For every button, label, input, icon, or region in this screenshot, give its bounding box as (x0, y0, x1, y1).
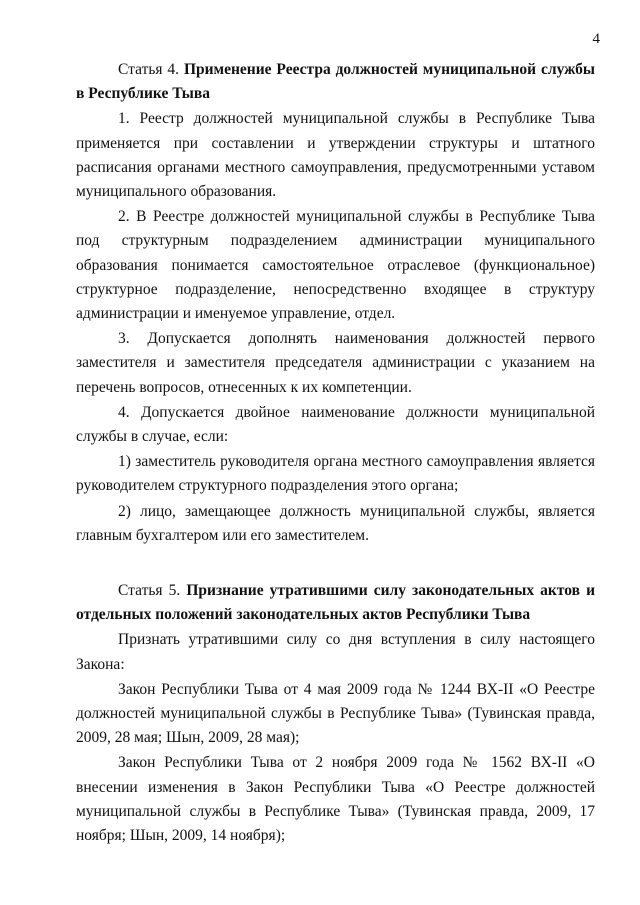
article-4-heading (76, 58, 595, 106)
article-4-paragraph: 2) лицо, замещающее должность муниципальной службы, является главным бухгалтером или его заместителем. (76, 502, 595, 544)
article-4 (76, 58, 595, 548)
article-4-label: Статья 4. (118, 61, 180, 78)
article-4-paragraph: 1) заместитель руководителя органа местного самоуправления является руководителем структурного подразделения этого органа; (76, 453, 595, 495)
article-5-heading (76, 579, 595, 627)
article-5-paragraph: Признать утратившими силу со дня вступления в силу настоящего Закона: (76, 631, 595, 673)
section-spacer (76, 548, 595, 579)
article-4-paragraph: 4. Допускается двойное наименование должности муниципальной службы в случае, если: (76, 403, 595, 446)
document-body (76, 58, 595, 848)
article-4-paragraph: 2. В Реестре должностей муниципальной службы в Республике Тыва под структурным подразделением администрации муниципального образования понимается самостоятельное отраслевое (функциональное) структурное подразделение, непосредственно входящее в структуру администрации и именуемое управление, отдел. (76, 208, 595, 323)
article-5-paragraph: Закон Республики Тыва от 2 ноября 2009 года № 1562 ВХ-II «О внесении изменения в Закон Республики Тыва «О Реестре должностей муниципальной службы в Республике Тыва» (Тувинская правда, 2009, 17 ноября; Шын, 2009, 14 ноября); (76, 754, 595, 845)
article-4-paragraph: 3. Допускается дополнять наименования должностей первого заместителя и заместителя председателя администрации с указанием на перечень вопросов, отнесенных к их компетенции. (76, 330, 595, 396)
article-4-title: Применение Реестра должностей муниципальной службы в Республике Тыва (76, 61, 596, 103)
article-5-label: Статья 5. (118, 582, 181, 600)
article-5-paragraph: Закон Республики Тыва от 4 мая 2009 года № 1244 ВХ-II «О Реестре должностей муниципальной службы в Республике Тыва» (Тувинская правда, 2009, 28 мая; Шын, 2009, 28 мая); (76, 680, 595, 747)
article-5 (76, 579, 595, 848)
article-4-paragraph: 1. Реестр должностей муниципальной службы в Республике Тыва применяется при составлении и утверждении структуры и штатного расписания органами местного самоуправления, предусмотренными уставом муниципального образования. (76, 110, 595, 201)
article-5-title: Признание утратившими силу законодательных актов и отдельных положений законодательных актов Республики Тыва (76, 582, 595, 624)
page-number: 4 (592, 31, 600, 47)
